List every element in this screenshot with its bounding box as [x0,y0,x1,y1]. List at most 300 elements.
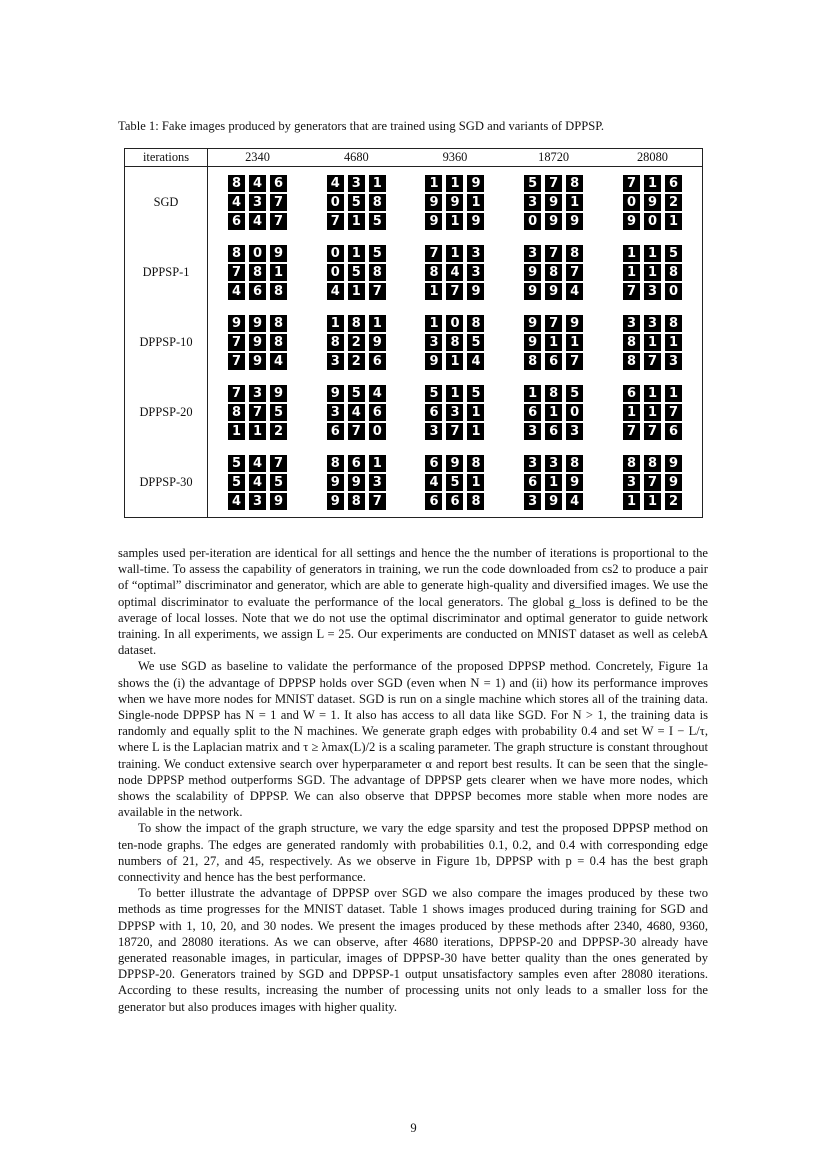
generated-digit: 0 [327,194,344,211]
generated-digit: 1 [446,245,463,262]
generated-digit: 8 [327,455,344,472]
generated-digit: 8 [566,455,583,472]
generated-digit: 4 [566,283,583,300]
generated-digit: 1 [467,194,484,211]
table-row [125,237,703,307]
generated-digit: 4 [425,474,442,491]
results-table [124,148,703,518]
generated-digit: 9 [665,455,682,472]
sample-cell [504,237,603,307]
header-2340: 2340 [208,149,308,167]
generated-digit: 4 [270,353,287,370]
generated-digit: 7 [446,423,463,440]
generated-digit: 9 [545,493,562,510]
generated-image-grid [504,385,603,440]
generated-digit: 3 [665,353,682,370]
generated-digit: 3 [327,404,344,421]
generated-digit: 0 [327,245,344,262]
generated-digit: 6 [665,175,682,192]
generated-digit: 2 [348,334,365,351]
generated-image-grid [406,245,505,300]
sample-cell [603,237,703,307]
generated-image-grid [307,385,406,440]
generated-digit: 8 [228,245,245,262]
generated-digit: 5 [369,245,386,262]
generated-digit: 3 [545,455,562,472]
generated-digit: 3 [467,264,484,281]
generated-digit: 1 [467,474,484,491]
generated-digit: 9 [228,315,245,332]
generated-digit: 5 [446,474,463,491]
generated-digit: 7 [228,264,245,281]
generated-digit: 6 [545,353,562,370]
generated-digit: 4 [249,455,266,472]
generated-digit: 1 [644,175,661,192]
header-28080: 28080 [603,149,703,167]
generated-digit: 8 [348,493,365,510]
generated-digit: 8 [228,404,245,421]
generated-digit: 9 [369,334,386,351]
generated-digit: 2 [348,353,365,370]
generated-digit: 9 [524,315,541,332]
generated-digit: 8 [623,353,640,370]
generated-digit: 6 [348,455,365,472]
generated-image-grid [406,385,505,440]
generated-digit: 6 [446,493,463,510]
generated-digit: 3 [524,455,541,472]
table-row [125,447,703,518]
sample-cell [307,447,406,518]
generated-digit: 8 [270,315,287,332]
generated-digit: 6 [369,353,386,370]
generated-digit: 1 [545,404,562,421]
generated-image-grid [307,455,406,510]
generated-digit: 7 [545,245,562,262]
generated-image-grid [603,175,702,230]
generated-digit: 9 [327,493,344,510]
generated-digit: 1 [566,194,583,211]
generated-digit: 8 [665,315,682,332]
sample-cell [603,447,703,518]
generated-digit: 8 [249,264,266,281]
generated-digit: 3 [524,423,541,440]
sample-cell [504,447,603,518]
sample-cell [406,447,505,518]
generated-digit: 1 [348,213,365,230]
generated-digit: 8 [467,455,484,472]
generated-digit: 3 [524,194,541,211]
sample-cell [307,237,406,307]
generated-image-grid [603,455,702,510]
generated-digit: 1 [545,334,562,351]
generated-digit: 1 [425,283,442,300]
row-label: DPPSP-1 [125,237,208,307]
generated-digit: 9 [524,264,541,281]
generated-image-grid [307,175,406,230]
row-label: DPPSP-10 [125,307,208,377]
generated-image-grid [307,245,406,300]
generated-digit: 1 [446,175,463,192]
generated-digit: 3 [425,334,442,351]
generated-digit: 9 [545,283,562,300]
generated-image-grid [406,175,505,230]
generated-digit: 8 [327,334,344,351]
generated-digit: 5 [270,474,287,491]
generated-digit: 0 [446,315,463,332]
generated-digit: 3 [623,315,640,332]
generated-image-grid [406,455,505,510]
sample-cell [603,307,703,377]
generated-digit: 3 [369,474,386,491]
generated-digit: 4 [249,175,266,192]
generated-digit: 9 [270,385,287,402]
generated-digit: 6 [425,455,442,472]
generated-digit: 9 [270,245,287,262]
generated-digit: 9 [644,194,661,211]
generated-digit: 7 [644,353,661,370]
generated-digit: 1 [545,474,562,491]
generated-digit: 4 [228,194,245,211]
generated-digit: 5 [228,455,245,472]
generated-digit: 7 [270,194,287,211]
generated-digit: 5 [348,194,365,211]
generated-image-grid [504,245,603,300]
generated-digit: 9 [327,385,344,402]
generated-digit: 1 [644,404,661,421]
sample-cell [603,167,703,238]
generated-digit: 0 [369,423,386,440]
sample-cell [603,377,703,447]
generated-digit: 7 [270,213,287,230]
generated-digit: 9 [524,283,541,300]
generated-image-grid [603,385,702,440]
generated-digit: 8 [446,334,463,351]
generated-digit: 1 [446,385,463,402]
generated-digit: 4 [228,283,245,300]
generated-digit: 5 [348,264,365,281]
generated-digit: 3 [249,194,266,211]
generated-digit: 9 [446,455,463,472]
generated-digit: 6 [270,175,287,192]
generated-digit: 7 [270,455,287,472]
generated-image-grid [208,385,307,440]
generated-digit: 0 [249,245,266,262]
generated-digit: 9 [249,315,266,332]
generated-digit: 1 [467,404,484,421]
generated-digit: 9 [270,493,287,510]
generated-digit: 8 [369,264,386,281]
generated-digit: 1 [623,493,640,510]
sample-cell [307,307,406,377]
generated-digit: 5 [524,175,541,192]
row-label: SGD [125,167,208,238]
row-label: DPPSP-20 [125,377,208,447]
generated-image-grid [504,455,603,510]
generated-digit: 9 [467,175,484,192]
generated-digit: 1 [249,423,266,440]
generated-digit: 1 [425,175,442,192]
generated-digit: 3 [644,315,661,332]
sample-cell [307,167,406,238]
generated-digit: 4 [327,283,344,300]
generated-digit: 8 [270,334,287,351]
generated-digit: 6 [425,493,442,510]
generated-digit: 5 [665,245,682,262]
generated-digit: 1 [623,404,640,421]
header-iterations: iterations [125,149,208,167]
generated-digit: 1 [425,315,442,332]
generated-digit: 7 [249,404,266,421]
sample-cell [504,307,603,377]
generated-digit: 4 [348,404,365,421]
generated-digit: 5 [467,334,484,351]
generated-digit: 5 [566,385,583,402]
generated-digit: 7 [623,283,640,300]
generated-digit: 1 [348,283,365,300]
generated-digit: 9 [545,213,562,230]
generated-digit: 7 [369,493,386,510]
generated-digit: 3 [425,423,442,440]
generated-digit: 6 [425,404,442,421]
generated-digit: 3 [467,245,484,262]
generated-digit: 4 [369,385,386,402]
generated-digit: 4 [249,213,266,230]
generated-digit: 0 [524,213,541,230]
generated-digit: 3 [566,423,583,440]
generated-image-grid [406,315,505,370]
generated-digit: 7 [545,175,562,192]
generated-digit: 9 [545,194,562,211]
generated-digit: 9 [467,283,484,300]
sample-cell [208,307,308,377]
generated-digit: 3 [524,245,541,262]
generated-digit: 8 [644,455,661,472]
header-9360: 9360 [406,149,505,167]
generated-digit: 8 [566,175,583,192]
generated-digit: 7 [545,315,562,332]
header-18720: 18720 [504,149,603,167]
generated-image-grid [208,455,307,510]
sample-cell [208,447,308,518]
generated-digit: 1 [446,213,463,230]
generated-digit: 9 [249,334,266,351]
generated-digit: 1 [348,245,365,262]
generated-digit: 9 [566,213,583,230]
generated-digit: 3 [249,493,266,510]
generated-digit: 9 [467,213,484,230]
generated-digit: 5 [348,385,365,402]
generated-digit: 7 [644,423,661,440]
generated-digit: 1 [644,334,661,351]
table-header-row [125,149,703,167]
generated-digit: 5 [270,404,287,421]
sample-cell [307,377,406,447]
generated-digit: 1 [644,245,661,262]
paragraph-3: To show the impact of the graph structure, we vary the edge sparsity and test the proposed DPPSP method on ten-node graphs. The edges are generated randomly with probabilities 0.1, 0.2, and 0.4 with corresponding edge numbers of 21, 27, and 45, respectively. As we observe in Figure 1b, DPPSP with p = 0.4 has the best graph connectivity and hence has the best performance. [118,821,708,885]
sample-cell [406,377,505,447]
generated-digit: 9 [566,315,583,332]
generated-digit: 6 [665,423,682,440]
sample-cell [504,167,603,238]
generated-digit: 9 [425,194,442,211]
generated-digit: 1 [644,385,661,402]
generated-digit: 7 [446,283,463,300]
table-row [125,377,703,447]
generated-digit: 7 [228,334,245,351]
generated-digit: 5 [425,385,442,402]
generated-digit: 3 [327,353,344,370]
generated-digit: 4 [228,493,245,510]
sample-cell [406,237,505,307]
generated-digit: 1 [644,264,661,281]
generated-digit: 9 [425,353,442,370]
generated-digit: 1 [644,493,661,510]
generated-digit: 9 [446,194,463,211]
generated-digit: 1 [369,315,386,332]
generated-digit: 8 [623,334,640,351]
generated-image-grid [603,315,702,370]
generated-image-grid [208,175,307,230]
generated-digit: 9 [524,334,541,351]
generated-digit: 6 [327,423,344,440]
generated-digit: 7 [623,423,640,440]
paragraph-1: samples used per-iteration are identical for all settings and hence the the number of iterations is proportional to the wall-time. To assess the capability of generators in training, we run the code downloaded from cs2 to produce a pair of “optimal” discriminator and generator, which are able to generate high-quality and diversified images. We use the optimal discriminator to evaluate the performance of the local generators. The global g_loss is defined to be the average of local losses. Note that we do not use the optimal discriminator and optimal generator to guide network training. In all experiments, we assign L = 25. Our experiments are conducted on MNIST dataset as well as celebA dataset. [118,546,708,658]
generated-digit: 0 [665,283,682,300]
generated-digit: 1 [467,423,484,440]
generated-digit: 6 [369,404,386,421]
generated-digit: 1 [665,213,682,230]
generated-digit: 8 [623,455,640,472]
generated-digit: 0 [327,264,344,281]
generated-digit: 3 [623,474,640,491]
generated-digit: 9 [327,474,344,491]
generated-digit: 1 [566,334,583,351]
generated-digit: 3 [348,175,365,192]
generated-digit: 2 [665,194,682,211]
generated-digit: 1 [327,315,344,332]
generated-digit: 8 [369,194,386,211]
generated-digit: 0 [644,213,661,230]
generated-digit: 6 [524,474,541,491]
generated-digit: 7 [566,353,583,370]
generated-digit: 1 [524,385,541,402]
generated-digit: 2 [270,423,287,440]
page-number: 9 [410,1121,417,1135]
generated-digit: 5 [369,213,386,230]
sample-cell [208,167,308,238]
generated-digit: 8 [228,175,245,192]
generated-digit: 0 [566,404,583,421]
generated-digit: 8 [665,264,682,281]
generated-image-grid [208,315,307,370]
generated-image-grid [307,315,406,370]
generated-digit: 1 [228,423,245,440]
generated-digit: 0 [623,194,640,211]
generated-digit: 1 [623,264,640,281]
generated-digit: 7 [566,264,583,281]
generated-digit: 1 [623,245,640,262]
table-row [125,167,703,238]
generated-digit: 9 [623,213,640,230]
generated-digit: 8 [566,245,583,262]
generated-digit: 8 [270,283,287,300]
generated-digit: 1 [270,264,287,281]
table-caption: Table 1: Fake images produced by generators that are trained using SGD and variants of DPPSP. [118,119,604,133]
sample-cell [208,377,308,447]
generated-digit: 9 [348,474,365,491]
generated-digit: 7 [623,175,640,192]
generated-digit: 4 [467,353,484,370]
generated-digit: 4 [249,474,266,491]
generated-digit: 1 [665,385,682,402]
generated-digit: 8 [467,493,484,510]
sample-cell [406,307,505,377]
generated-digit: 4 [566,493,583,510]
generated-digit: 6 [545,423,562,440]
generated-digit: 8 [467,315,484,332]
paragraph-2: We use SGD as baseline to validate the performance of the proposed DPPSP method. Concretely, Figure 1a shows the (i) the advantage of DPPSP holds over SGD (even when N = 1) and (ii) how its performance improves when we have more nodes for MNIST dataset. SGD is run on a single machine which stores all of the training data. Single-node DPPSP has N = 1 and W = 1. It also has access to all data like SGD. For N > 1, the training data is randomly and equally split to the N machines. We generate graph edges with probability 0.4 and set W = I − L/τ, where L is the Laplacian matrix and τ ≥ λmax(L)/2 is a scaling parameter. The graph structure is constant throughout training. We conduct extensive search over hyperparameter α and report best results. It can be seen that the single-node DPPSP method outperforms SGD. The advantage of DPPSP gets clearer when we have more nodes, which shows the scalability of DPPSP. We can also observe that DPPSP becomes more stable when more nodes are available in the network. [118,659,708,820]
generated-digit: 8 [425,264,442,281]
generated-digit: 7 [228,353,245,370]
generated-digit: 8 [524,353,541,370]
generated-digit: 1 [369,455,386,472]
generated-digit: 3 [644,283,661,300]
generated-digit: 4 [446,264,463,281]
paragraph-4: To better illustrate the advantage of DPPSP over SGD we also compare the images produced by these two methods as time progresses for the MNIST dataset. Table 1 shows images produced during training for SGD and DPPSP with 1, 10, 20, and 30 nodes. We present the images produced by these methods after 2340, 4680, 9360, 18720, and 28080 iterations. As we can observe, after 4680 iterations, DPPSP-20 and DPPSP-30 already have generated reasonable images, in particular, images of DPPSP-30 have better quality than the ones generated by DPPSP-20. Generators trained by SGD and DPPSP-1 output unsatisfactory samples even after 28080 iterations. According to these results, increasing the number of processing units not only leads to a smaller loss for the generator but also produces images with higher quality. [118,886,708,1014]
generated-digit: 6 [228,213,245,230]
generated-digit: 6 [623,385,640,402]
generated-digit: 9 [425,213,442,230]
generated-digit: 2 [665,493,682,510]
sample-cell [406,167,505,238]
header-4680: 4680 [307,149,406,167]
generated-digit: 7 [327,213,344,230]
generated-digit: 1 [369,175,386,192]
generated-digit: 8 [545,264,562,281]
generated-image-grid [504,175,603,230]
generated-digit: 5 [467,385,484,402]
body-text [118,545,708,1015]
sample-cell [208,237,308,307]
generated-digit: 8 [545,385,562,402]
generated-digit: 5 [228,474,245,491]
generated-digit: 3 [249,385,266,402]
sample-cell [504,377,603,447]
generated-digit: 8 [348,315,365,332]
generated-digit: 9 [566,474,583,491]
generated-digit: 9 [665,474,682,491]
generated-image-grid [504,315,603,370]
generated-digit: 9 [249,353,266,370]
generated-digit: 6 [249,283,266,300]
generated-digit: 3 [446,404,463,421]
generated-digit: 7 [425,245,442,262]
generated-digit: 3 [524,493,541,510]
row-label: DPPSP-30 [125,447,208,518]
generated-digit: 7 [665,404,682,421]
generated-digit: 4 [327,175,344,192]
generated-digit: 7 [348,423,365,440]
generated-digit: 7 [228,385,245,402]
generated-image-grid [208,245,307,300]
generated-digit: 7 [644,474,661,491]
generated-digit: 1 [446,353,463,370]
generated-digit: 6 [524,404,541,421]
generated-digit: 1 [665,334,682,351]
generated-digit: 7 [369,283,386,300]
generated-image-grid [603,245,702,300]
table-row [125,307,703,377]
